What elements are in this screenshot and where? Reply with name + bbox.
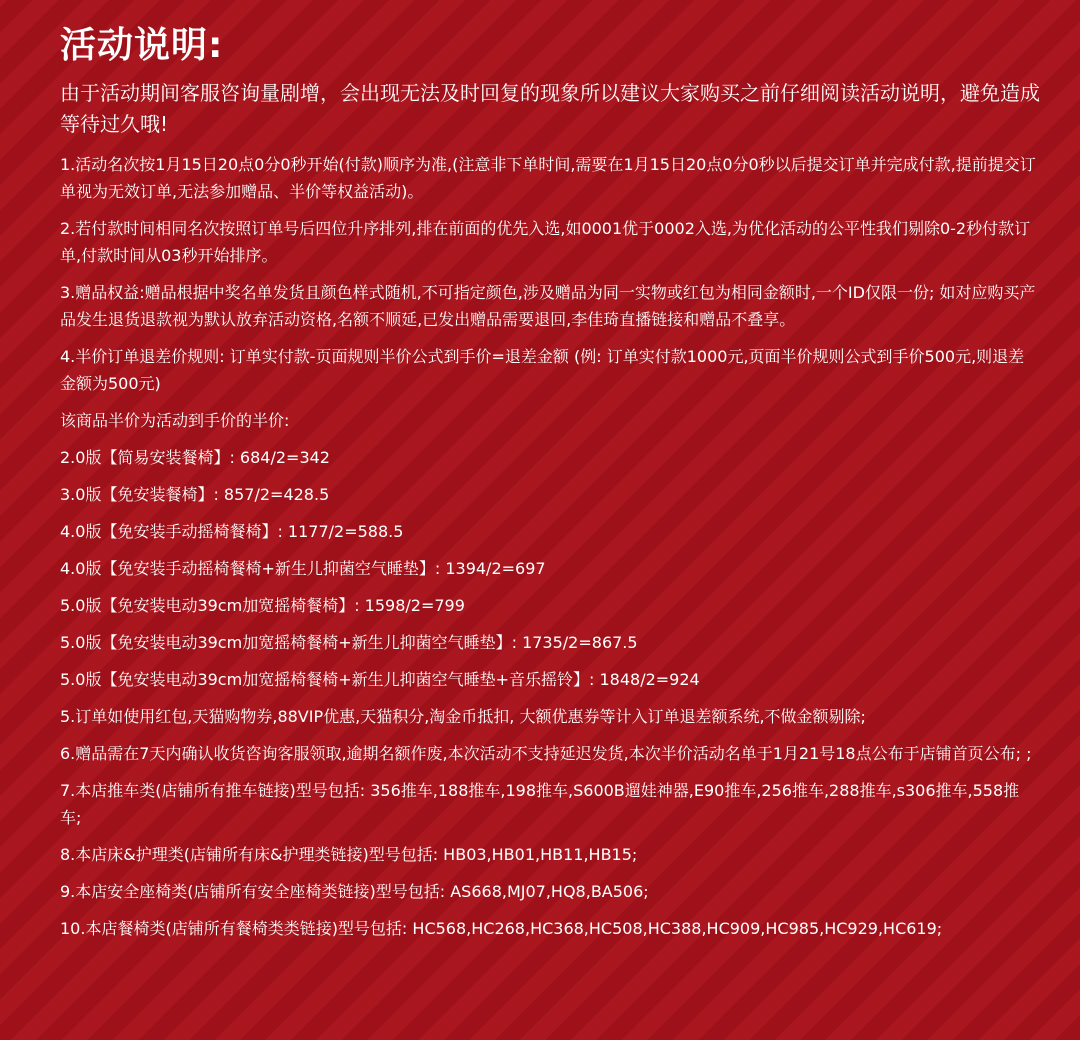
halfprice-item: 4.0版【免安装手动摇椅餐椅】: 1177/2=588.5 [60,522,404,541]
intro-text: 由于活动期间客服咨询量剧增，会出现无法及时回复的现象所以建议大家购买之前仔细阅读活动说明，避免造成等待过久哦! [60,81,1040,136]
halfprice-item: 5.0版【免安装电动39cm加宽摇椅餐椅+新生儿抑菌空气睡垫】: 1735/2=867.5 [60,633,638,652]
rule-8: 8.本店床&护理类(店铺所有床&护理类链接)型号包括: HB03,HB01,HB11,HB15; [60,845,638,864]
page-title: 活动说明: [60,25,224,66]
rule-7: 7.本店推车类(店铺所有推车链接)型号包括: 356推车,188推车,198推车,S600B遛娃神器,E90推车,256推车,288推车,s306推车,558推车; [60,781,1020,827]
rule-1: 1.活动名次按1月15日20点0分0秒开始(付款)顺序为准,(注意非下单时间,需要在1月15日20点0分0秒以后提交订单并完成付款,提前提交订单视为无效订单,无法参加赠品、半价等权益活动)。 [60,155,1036,201]
rule-10: 10.本店餐椅类(店铺所有餐椅类类链接)型号包括: HC568,HC268,HC368,HC508,HC388,HC909,HC985,HC929,HC619; [60,919,943,938]
rule-3: 3.赠品权益:赠品根据中奖名单发货且颜色样式随机,不可指定颜色,涉及赠品为同一实物或红包为相同金额时,一个ID仅限一份; 如对应购买产品发生退货退款视为默认放弃活动资格,名额不顺延,已发出赠品需要退回,李佳琦直播链接和赠品不叠享。 [60,283,1036,329]
rule-4: 4.半价订单退差价规则: 订单实付款-页面规则半价公式到手价=退差金额 (例: 订单实付款1000元,页面半价规则公式到手价500元,则退差金额为500元) [60,347,1025,393]
rule-6: 6.赠品需在7天内确认收货咨询客服领取,逾期名额作废,本次活动不支持延迟发货,本次半价活动名单于1月21号18点公布于店铺首页公布; ; [60,744,1032,763]
halfprice-item: 4.0版【免安装手动摇椅餐椅+新生儿抑菌空气睡垫】: 1394/2=697 [60,559,546,578]
rule-2: 2.若付款时间相同名次按照订单号后四位升序排列,排在前面的优先入选,如0001优于0002入选,为优化活动的公平性我们剔除0-2秒付款订单,付款时间从03秒开始排序。 [60,219,1031,265]
rule-9: 9.本店安全座椅类(店铺所有安全座椅类链接)型号包括: AS668,MJ07,HQ8,BA506; [60,882,649,901]
halfprice-intro: 该商品半价为活动到手价的半价: [60,411,290,430]
halfprice-item: 5.0版【免安装电动39cm加宽摇椅餐椅】: 1598/2=799 [60,596,465,615]
halfprice-item: 2.0版【简易安装餐椅】: 684/2=342 [60,448,330,467]
halfprice-item: 3.0版【免安装餐椅】: 857/2=428.5 [60,485,330,504]
halfprice-item: 5.0版【免安装电动39cm加宽摇椅餐椅+新生儿抑菌空气睡垫+音乐摇铃】: 1848/2=924 [60,670,700,689]
rule-5: 5.订单如使用红包,天猫购物券,88VIP优惠,天猫积分,淘金币抵扣, 大额优惠券等计入订单退差额系统,不做金额剔除; [60,707,866,726]
